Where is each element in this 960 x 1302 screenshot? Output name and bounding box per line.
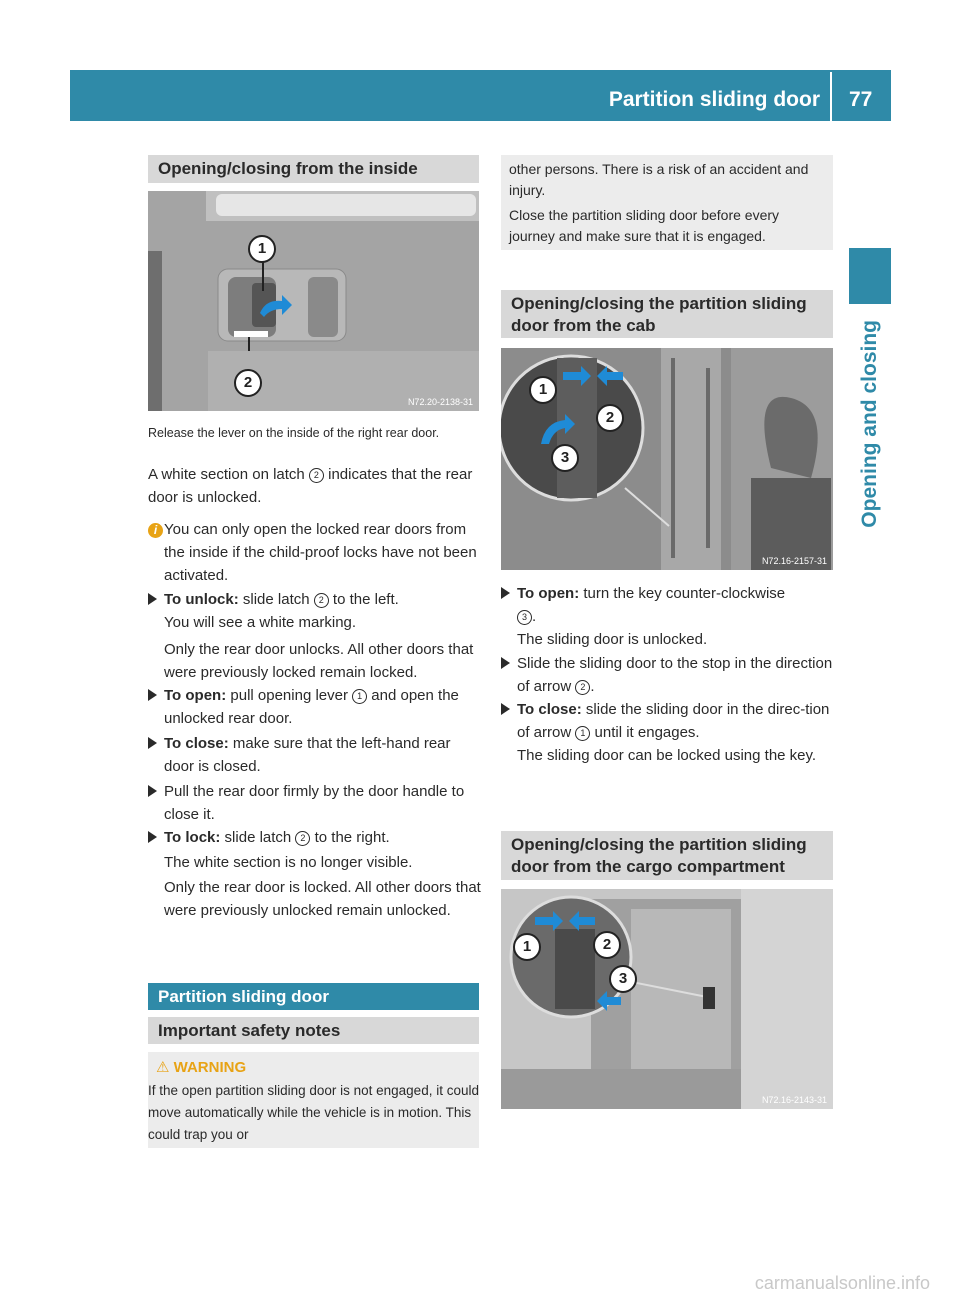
section-heading-safety: Important safety notes [148, 1017, 479, 1044]
circled-3-icon: 3 [517, 610, 532, 625]
watermark: carmanualsonline.info [754, 1273, 930, 1293]
callout-1: 1 [513, 933, 541, 961]
callout-2: 2 [596, 404, 624, 432]
warning-box [148, 1052, 479, 1148]
step-unlock: To unlock: slide latch 2 to the left. You will see a white marking. Only the rear door unlocks. All other doors that were previously locked remain locked. [148, 588, 483, 684]
step-pull: Pull the rear door firmly by the door handle to close it. [148, 780, 483, 826]
warning-heading: ⚠ WARNING [156, 1059, 247, 1076]
inside-latch-illustration [148, 191, 479, 411]
warning-triangle-icon: ⚠ [156, 1059, 170, 1076]
figure-inside-latch [148, 191, 479, 411]
step-arrow-icon [148, 689, 157, 701]
callout-2: 2 [593, 931, 621, 959]
step-open: To open: pull opening lever 1 and open the unlocked rear door. [148, 684, 483, 730]
circled-2-icon: 2 [314, 593, 329, 608]
circled-1-icon: 1 [352, 689, 367, 704]
step-arrow-icon [148, 737, 157, 749]
info-icon: i [148, 523, 163, 538]
side-chapter-label: Opening and closing [858, 320, 881, 528]
callout-2: 2 [234, 369, 262, 397]
step-arrow-icon [501, 703, 510, 715]
circled-2-icon: 2 [295, 831, 310, 846]
header-divider [830, 72, 832, 121]
figure-caption: Release the lever on the inside of the right rear door. [148, 426, 440, 440]
step-lock: To lock: slide latch 2 to the right. The white section is no longer visible. Only the rear door is locked. All other doors that were previously unlocked remain unlocked. [148, 826, 483, 922]
step-cab-close: To close: slide the sliding door in the direc-tion of arrow 1 until it engages. The sliding door can be locked using the key. [501, 698, 837, 767]
cargo-illustration [501, 889, 833, 1109]
intro-paragraph: A white section on latch 2 indicates that the rear door is unlocked. [148, 466, 473, 506]
step-arrow-icon [501, 657, 510, 669]
callout-3: 3 [551, 444, 579, 472]
circled-1-icon: 1 [575, 726, 590, 741]
step-arrow-icon [148, 785, 157, 797]
circled-2-icon: 2 [575, 680, 590, 695]
page-title: Partition sliding door [608, 88, 820, 111]
info-note: i You can only open the locked rear doors from the inside if the child-proof locks have not been activated. [148, 518, 483, 541]
step-cab-open: To open: turn the key counter-clockwise 3 . The sliding door is unlocked. [501, 582, 837, 651]
section-heading-cab: Opening/closing the partition sliding door from the cab [501, 290, 833, 338]
step-arrow-icon [501, 587, 510, 599]
figure-cab [501, 348, 833, 570]
callout-3: 3 [609, 965, 637, 993]
circled-2-icon: 2 [309, 468, 324, 483]
step-arrow-icon [148, 831, 157, 843]
step-close: To close: make sure that the left-hand rear door is closed. [148, 732, 483, 778]
figure-cargo [501, 889, 833, 1109]
step-slide: Slide the sliding door to the stop in the direction of arrow 2 . [501, 652, 837, 698]
figure-code: N72.16-2157-31 [761, 556, 827, 566]
section-heading-inside: Opening/closing from the inside [148, 155, 479, 183]
figure-code: N72.16-2143-31 [761, 1095, 827, 1105]
section-heading-cargo: Opening/closing the partition sliding door from the cargo compartment [501, 831, 833, 880]
step-arrow-icon [148, 593, 157, 605]
callout-1: 1 [248, 235, 276, 263]
warning-text: If the open partition sliding door is not engaged, it could move automatically while the vehicle is in motion. This could trap you or [148, 1083, 479, 1142]
side-tab [849, 248, 891, 304]
figure-code: N72.20-2138-31 [407, 397, 473, 407]
page-number: 77 [849, 88, 873, 111]
chapter-heading-partition: Partition sliding door [148, 983, 479, 1010]
callout-1: 1 [529, 376, 557, 404]
warning-continued: other persons. There is a risk of an accident and injury. Close the partition sliding door before every journey and make sure that it is engaged. [501, 155, 833, 250]
